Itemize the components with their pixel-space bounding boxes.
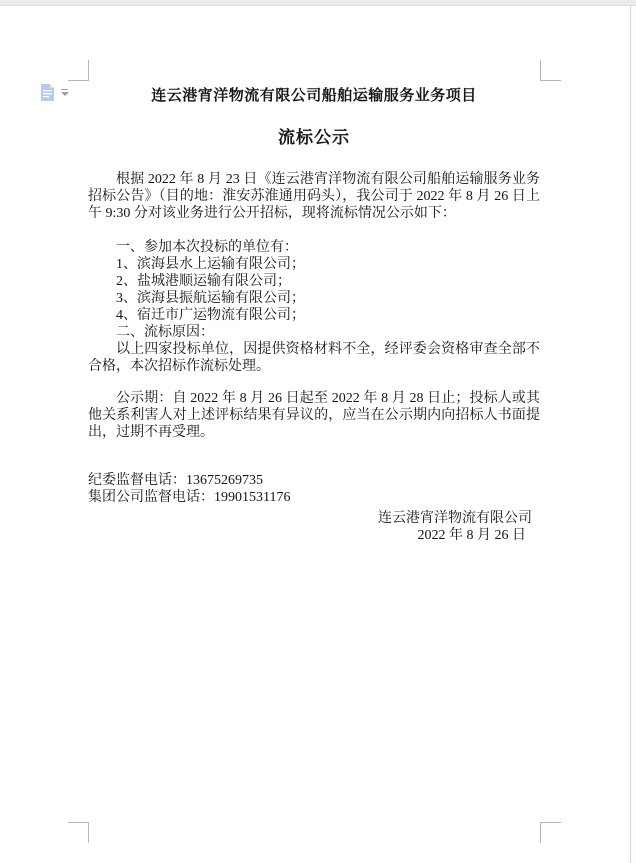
- signature-company: 连云港宵洋物流有限公司: [378, 511, 532, 526]
- margin-crop-mark-bottom-left: [68, 822, 89, 843]
- bidder-item: 1、滨海县水上运输有限公司；: [116, 257, 305, 272]
- margin-crop-mark-top-left: [68, 60, 89, 81]
- document-title: 连云港宵洋物流有限公司船舶运输服务业务项目: [151, 88, 477, 104]
- document-content: [88, 80, 540, 544]
- intro-paragraph: 根据 2022 年 8 月 23 日《连云港宵洋物流有限公司船舶运输服务业务招标公告》（目的地：淮安苏淮通用码头），我公司于 2022 年 8 月 26 日上午 9:30 分对该业务进行公开招标，现将流标情况公示如下：: [88, 172, 540, 221]
- margin-crop-mark-bottom-right: [540, 822, 561, 843]
- bidder-item: 2、盐城港顺运输有限公司；: [116, 274, 291, 289]
- contact-section: [88, 472, 540, 506]
- margin-crop-mark-top-right: [540, 60, 561, 81]
- dropdown-arrow-icon: [60, 89, 69, 96]
- bid-section: [88, 239, 540, 375]
- document-subtitle: 流标公示: [278, 128, 350, 147]
- bidder-item: 3、滨海县振航运输有限公司；: [116, 291, 305, 306]
- section1-heading: 一、参加本次投标的单位有：: [116, 240, 298, 255]
- bidder-item: 4、宿迁市广运物流有限公司；: [116, 308, 305, 323]
- notice-paragraph: 公示期：自 2022 年 8 月 26 日起至 2022 年 8 月 28 日止；投标人或其他关系利害人对上述评标结果有异议的，应当在公示期内向招标人书面提出，过期不再受理。: [88, 391, 540, 440]
- document-page[interactable]: [0, 6, 631, 863]
- paste-options-button[interactable]: [38, 82, 71, 103]
- contact-line: 集团公司监督电话：19901531176: [88, 490, 291, 505]
- document-icon: [40, 84, 55, 101]
- reason-paragraph: 以上四家投标单位，因提供资格材料不全，经评委会资格审查全部不合格，本次招标作流标处理。: [88, 342, 540, 374]
- contact-line: 纪委监督电话：13675269735: [88, 473, 263, 488]
- section2-heading: 二、流标原因：: [116, 325, 214, 340]
- signature-date: 2022 年 8 月 26 日: [417, 528, 526, 543]
